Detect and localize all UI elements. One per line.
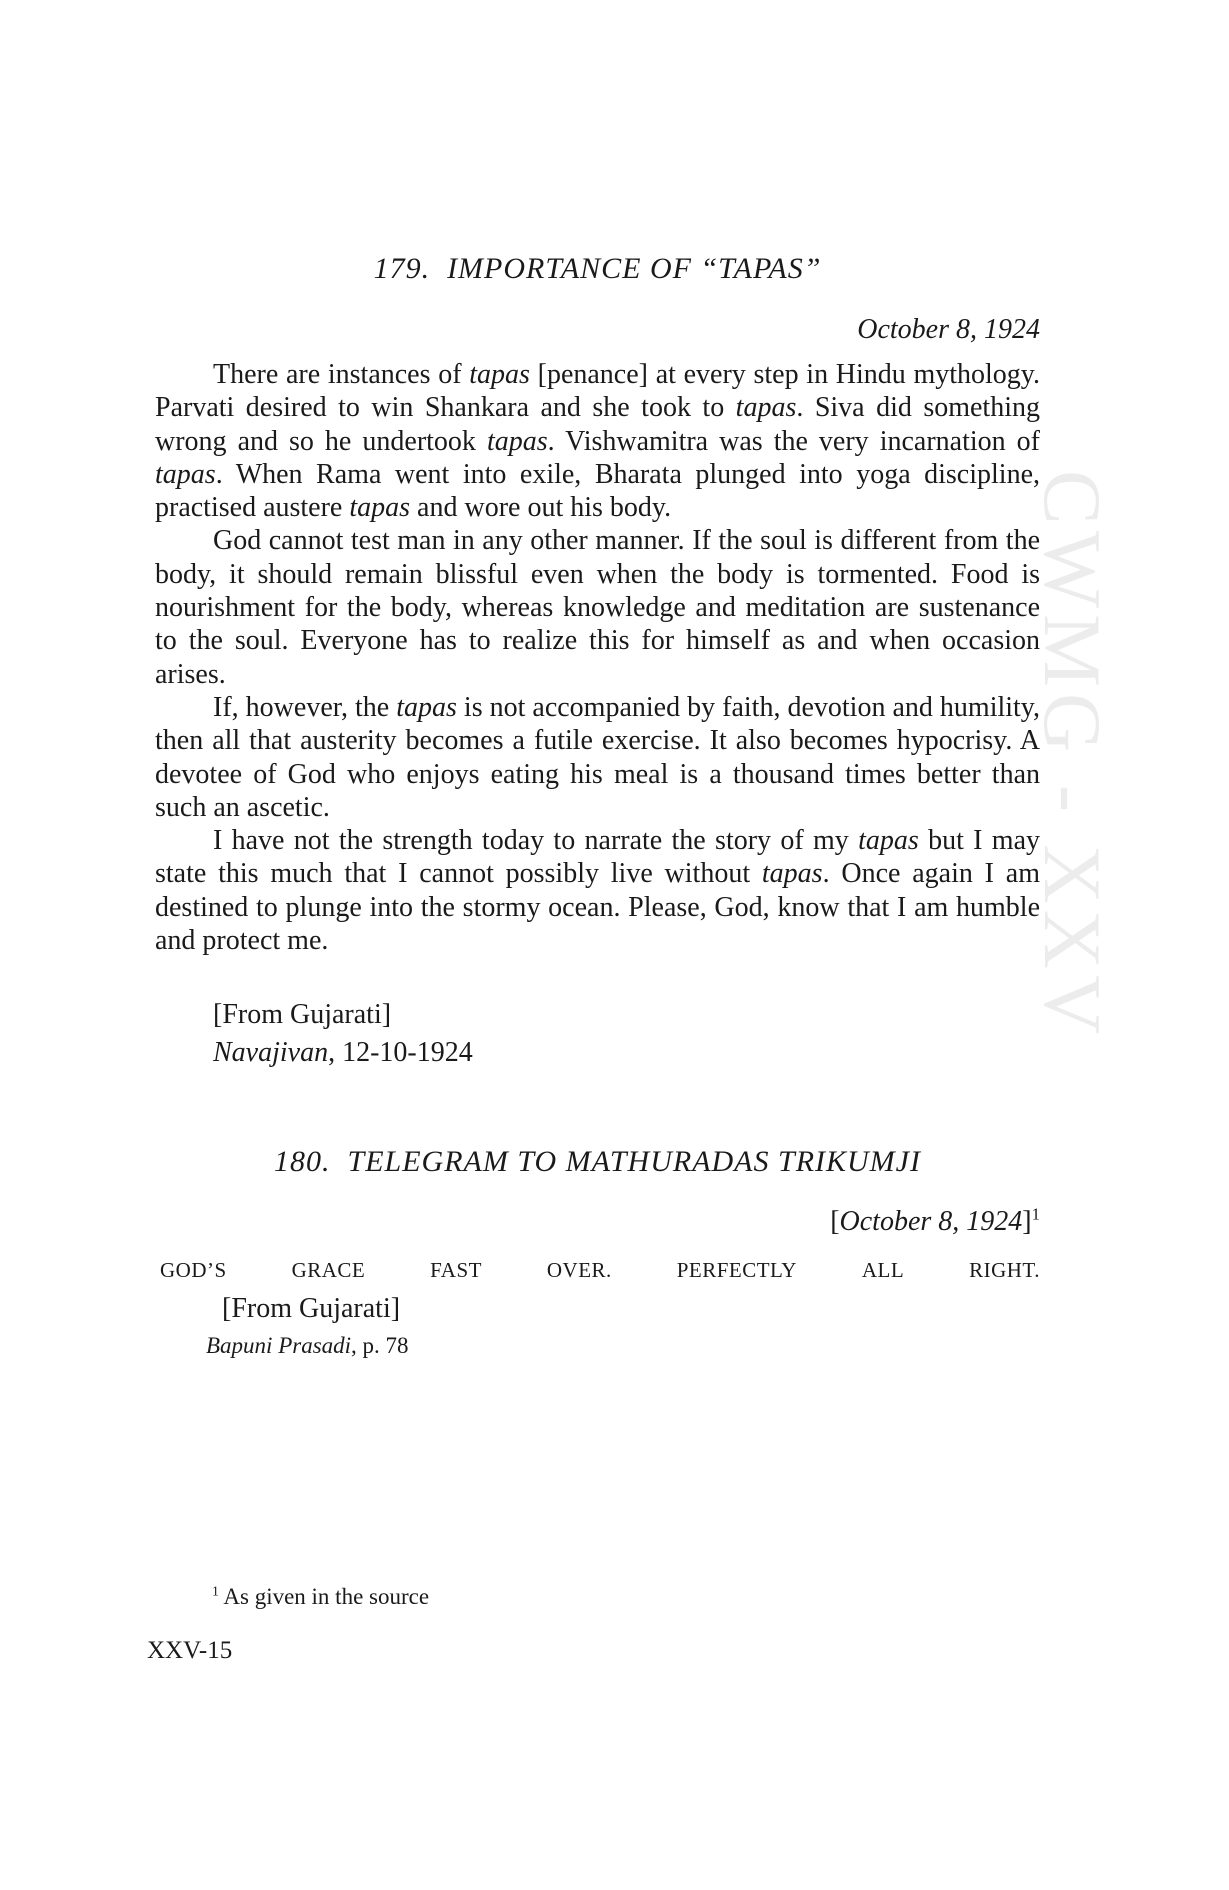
section-179-number: 179. [373,252,431,285]
telegram-word: OVER. [546,1258,612,1282]
section-179-heading [155,252,1040,286]
telegram-word: ALL [861,1258,905,1282]
page-identifier: XXV-15 [147,1637,233,1664]
paragraph-text: I have not the strength today to narrate the story of my [213,825,859,857]
paragraph-text: If, however, the [213,691,397,723]
footnote-text: As given in the source [218,1584,430,1609]
paragraph-text: . Vishwamitra was the very incarnation of [547,425,1040,457]
paragraph-text: [penance] at every step in Hindu mythology. Parvati desired to win Shankara and she took to [155,359,1040,424]
date-bracket-close: ] [1022,1206,1032,1237]
watermark [1027,470,1118,1410]
telegram-word: GOD’S [160,1258,227,1282]
section-180-source [206,1290,822,1364]
section-180-title: TELEGRAM TO MATHURADAS TRIKUMJI [347,1145,921,1178]
telegram-word: GRACE [291,1258,366,1282]
paragraph-text: is not accompanied by faith, devotion and humility, then all that austerity becomes a futile exercise. It also becomes hypocrisy. A devotee of God who enjoys eating his meal is a thousand times better than such an ascetic. [155,691,1040,823]
source-citation [213,1034,1098,1072]
section-179-paragraph [155,524,1040,690]
telegram-text [160,1258,1040,1283]
section-180-date [155,1206,1040,1238]
section-180-heading [155,1145,1040,1179]
section-179-body [155,358,1040,957]
source-publication: Navajivan [213,1037,329,1068]
section-179-paragraph [155,358,1040,524]
paragraph-text: . Once again I am destined to plunge into the stormy ocean. Please, God, know that I am humble and protect me. [155,858,1040,957]
section-180-date-text: October 8, 1924 [839,1206,1023,1237]
footnote-number: 1 [212,1583,219,1599]
italic-term: tapas [396,691,457,723]
italic-term: tapas [486,425,548,457]
section-179-paragraph [155,691,1040,824]
section-179-date: October 8, 1924 [857,314,1040,345]
section-179-paragraph [155,824,1040,957]
italic-term: tapas [155,458,216,490]
paragraph-text: . When Rama went into exile, Bharata plunged into yoga discipline, practised austere [155,458,1040,524]
paragraph-text: God cannot test man in any other manner. If the soul is different from the body, it should remain blissful even when the body is tormented. Food is nourishment for the body, whereas knowledge and meditation are sustenance to the soul. Everyone has to realize this for himself as and when occasion arises. [155,525,1040,690]
source-publication: Bapuni Prasadi [206,1333,352,1358]
italic-term: tapas [858,825,919,857]
source-citation [206,1328,822,1364]
footnote [212,1584,429,1610]
telegram-word: PERFECTLY [676,1258,797,1282]
italic-term: tapas [761,858,823,890]
source-language: [From Gujarati] [213,999,392,1030]
section-179-source [213,996,1098,1072]
section-179-title: IMPORTANCE OF “TAPAS” [447,252,822,285]
paragraph-text: but I may state this much that I cannot possibly live without [155,825,1040,890]
telegram-word: RIGHT. [969,1258,1040,1282]
paragraph-text: and wore out his body. [410,492,672,524]
source-date: , 12-10-1924 [328,1037,473,1068]
italic-term: tapas [349,492,411,524]
italic-term: tapas [469,359,530,390]
source-language: [From Gujarati] [222,1293,401,1324]
telegram-word: FAST [430,1258,482,1282]
paragraph-text: . Siva did something wrong and so he undertook [155,392,1040,457]
source-page: , p. 78 [351,1333,409,1358]
date-bracket-open: [ [830,1206,840,1237]
section-180-number: 180. [274,1145,331,1178]
watermark-text: CWMG - XXV [1027,470,1118,1041]
footnote-marker: 1 [1031,1204,1040,1224]
italic-term: tapas [735,392,797,424]
paragraph-text: There are instances of [213,359,470,390]
